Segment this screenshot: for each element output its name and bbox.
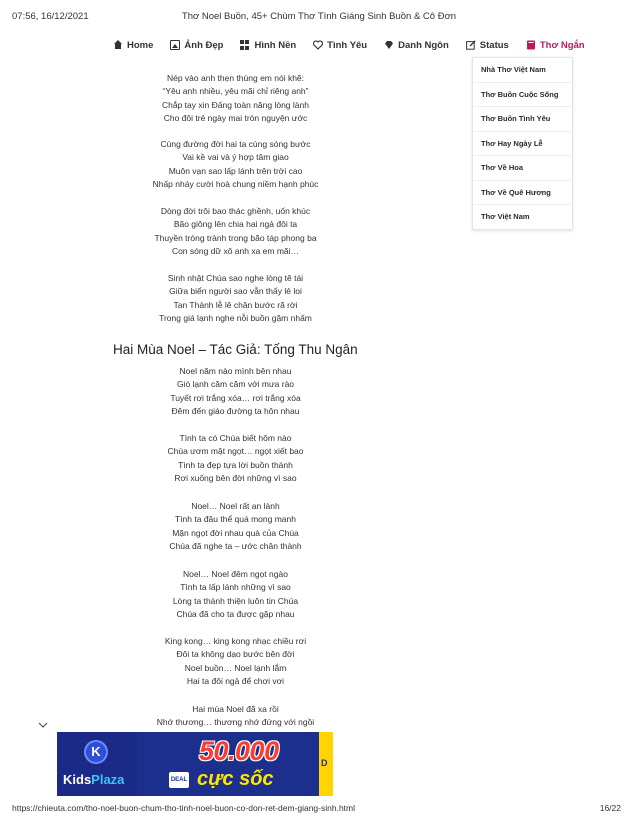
poem-stanza — [118, 432, 353, 485]
poem-line: Gió lạnh căm căm với mưa rào — [176, 379, 295, 390]
print-page-title: Thơ Noel Buồn, 45+ Chùm Thơ Tình Giáng Sinh Buồn & Cô Đơn — [181, 11, 457, 22]
poem-line: Đôi ta không dạo bước bên đời — [176, 649, 295, 660]
nav-label: Ảnh Đẹp — [184, 39, 224, 51]
poem-line: Tình ta đẹp tựa lời buồn thánh — [178, 459, 293, 470]
ad-brand-part1: Kids — [63, 772, 92, 787]
poem-line: Nhớ thương… thương nhớ đứng với ngồi — [156, 717, 315, 728]
ad-brand-panel — [57, 732, 137, 796]
poem-line: Thuyền tròng trành trong bão táp phong ba — [154, 232, 317, 243]
nav-label: Home — [127, 39, 154, 51]
poem-line: Hai mùa Noel đã xa rồi — [192, 704, 279, 714]
poem-line: Nhấp nháy cười hoà chung niềm hạnh phúc — [152, 178, 319, 189]
poem-stanza — [118, 365, 353, 418]
poem-line: Cho đôi trẻ ngày mai tròn nguyện ước — [163, 112, 308, 123]
poem-stanza — [118, 138, 353, 191]
poem-line: Nép vào anh thẹn thùng em nói khẽ: — [166, 73, 305, 83]
poem-line: Cùng đường đời hai ta cùng sóng bước — [160, 139, 311, 149]
poem-line: Tình ta lấp lánh những vì sao — [180, 582, 291, 593]
nav-label: Tình Yêu — [327, 39, 368, 51]
poem-line: Tan Thánh lễ lê chân bước rã rời — [173, 299, 298, 310]
poem-line: Đêm đến giáo đường ta hôn nhau — [171, 405, 300, 416]
book-icon — [526, 40, 536, 50]
poem-line: Vai kề vai và ý hợp tâm giao — [182, 152, 289, 163]
print-url: https://chieuta.com/tho-noel-buon-chum-tho-tinh-noel-buon-co-don-ret-dem-giang-sinh.html — [12, 803, 356, 813]
dropdown-item[interactable]: Thơ Về Hoa — [473, 156, 572, 181]
poem-line: Sinh nhật Chúa sao nghe lòng tê tái — [167, 273, 304, 283]
nav-label: Danh Ngôn — [398, 39, 449, 51]
poem-line: King kong… king kong nhạc chiều rơi — [164, 636, 307, 646]
poem-line: Tình ta có Chúa biết hôm nào — [179, 433, 292, 443]
print-datetime: 07:56, 16/12/2021 — [12, 11, 89, 22]
tho-ngan-dropdown-menu — [472, 57, 573, 230]
poem-line: Noel năm nào mình bên nhau — [179, 366, 292, 376]
poem-line: Chắp tay xin Đấng toàn năng lòng lành — [162, 99, 309, 110]
nav-label: Status — [479, 39, 509, 51]
poem-line: Bão giông lên chia hai ngả đôi ta — [173, 219, 298, 230]
nav-item-anh-dep[interactable] — [170, 40, 223, 51]
nav-label: Thơ Ngắn — [539, 39, 585, 51]
dropdown-item[interactable]: Thơ Hay Ngày Lễ — [473, 132, 572, 157]
poem-line: Muôn vạn sao lấp lánh trên trời cao — [168, 165, 303, 176]
home-icon — [113, 40, 123, 50]
image-icon — [170, 40, 180, 50]
poem-line: Noel… Noel đêm ngọt ngào — [183, 569, 288, 579]
dropdown-item[interactable]: Thơ Buồn Cuộc Sống — [473, 83, 572, 108]
poem-stanza — [118, 568, 353, 621]
poem-stanza — [118, 272, 353, 325]
poem-line: Giữa biển người sao vẫn thấy lẻ loi — [169, 286, 302, 297]
page-number: 16/22 — [599, 803, 621, 813]
ad-deal-badge: DEAL — [169, 772, 189, 788]
poem-line: Noel… Noel rất an lành — [191, 501, 280, 511]
poem-stanza — [118, 635, 353, 688]
print-header — [0, 0, 638, 24]
chevron-down-icon[interactable] — [38, 716, 48, 724]
ad-edge-letter: D — [321, 758, 328, 768]
ad-tagline: cực sốc — [197, 768, 274, 790]
ad-edge — [319, 732, 333, 796]
nav-item-tinh-yeu[interactable] — [313, 40, 367, 51]
poem-line: Tuyết rơi trắng xóa… rơi trắng xóa — [170, 392, 301, 403]
poem-stanza — [118, 703, 353, 730]
dropdown-item[interactable]: Thơ Việt Nam — [481, 212, 530, 221]
heart-icon — [313, 40, 323, 50]
poem-line: Trong giá lạnh nghe nỗi buồn gặm nhấm — [159, 312, 312, 323]
poem-line: Mặn ngọt đời nhau quà của Chúa — [172, 527, 299, 538]
section-heading: Hai Mùa Noel – Tác Giả: Tống Thu Ngân — [113, 342, 358, 357]
windows-icon — [240, 40, 250, 50]
poem-line: Hai ta đôi ngả để chơi vơi — [186, 675, 285, 686]
poem-line: Rơi xuống bên đời những vì sao — [174, 472, 297, 483]
poem-stanza — [118, 500, 353, 553]
nav-label: Hình Nền — [254, 39, 297, 51]
ad-brand-part2: Plaza — [91, 772, 125, 787]
poem-line: Tình ta đâu thể quá mong manh — [175, 514, 296, 525]
poem-line: Con sóng dữ xô anh xa em mãi… — [171, 245, 300, 256]
nav-item-status[interactable] — [466, 40, 509, 51]
poem-line: Lòng ta thánh thiện luôn tin Chúa — [172, 595, 299, 606]
poem-line: Chúa đã nghe ta – ước chân thành — [169, 540, 302, 551]
poem-line: Chúa ươm mật ngọt… ngọt xiết bao — [167, 446, 304, 457]
poem-line: Chúa đã cho ta được gặp nhau — [176, 608, 295, 619]
ad-brand-name — [63, 772, 124, 787]
dropdown-item[interactable]: Nhà Thơ Việt Nam — [473, 58, 572, 83]
poem-line: “Yêu anh nhiều, yêu mãi chỉ riêng anh” — [162, 86, 309, 97]
ad-banner[interactable] — [57, 732, 333, 796]
edit-icon — [466, 40, 476, 50]
ad-price: 50.000 — [199, 736, 279, 766]
dropdown-item[interactable]: Thơ Buồn Tình Yêu — [473, 107, 572, 132]
main-nav — [113, 37, 602, 53]
nav-item-hinh-nen[interactable] — [240, 40, 296, 51]
nav-item-danh-ngon[interactable] — [384, 40, 449, 51]
dropdown-item[interactable]: Thơ Về Quê Hương — [473, 181, 572, 206]
diamond-icon — [384, 40, 394, 50]
poem-line: Dòng đời trôi bao thác ghềnh, uốn khúc — [160, 206, 311, 216]
poem-stanza — [118, 72, 353, 125]
poem-line: Noel buồn… Noel lạnh lắm — [184, 662, 287, 673]
ad-logo: K — [84, 740, 108, 764]
poem-stanza — [118, 205, 353, 258]
nav-item-tho-ngan[interactable] — [526, 40, 585, 51]
nav-item-home[interactable] — [113, 40, 153, 51]
